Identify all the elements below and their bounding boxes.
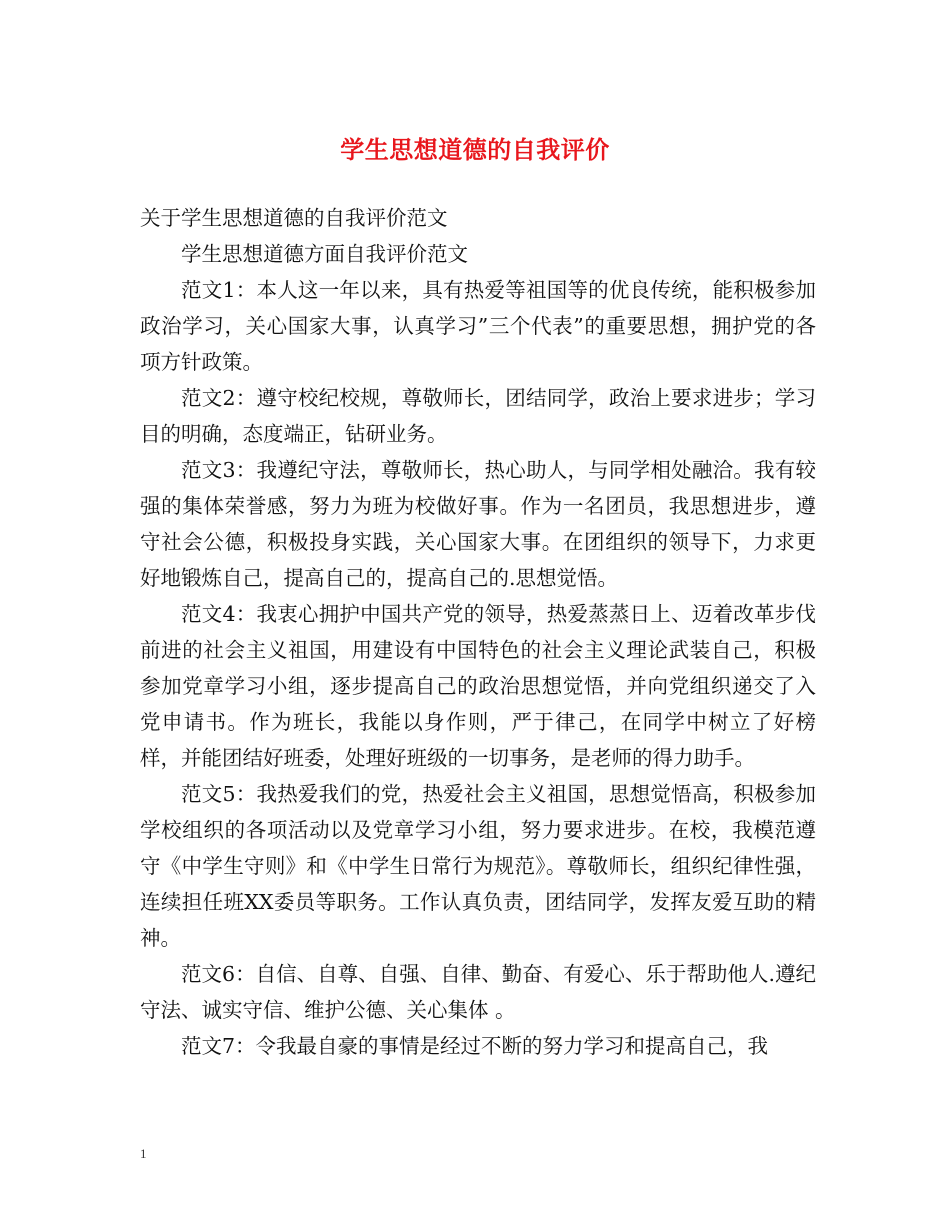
paragraph: 范文5：我热爱我们的党，热爱社会主义祖国，思想觉悟高，积极参加学校组织的各项活动以及党章学习小组，努力要求进步。在校，我模范遵守《中学生守则》和《中学生日常行为规范》。尊敬师长，组织纪律性强，连续担任班XX委员等职务。工作认真负责，团结同学，发挥友爱互助的精神。 [140,782,816,950]
paragraph: 范文7：令我最自豪的事情是经过不断的努力学习和提高自己，我 [181,1034,769,1058]
document-body [140,200,816,1064]
paragraph: 范文3：我遵纪守法，尊敬师长，热心助人，与同学相处融洽。我有较强的集体荣誉感，努力为班为校做好事。作为一名团员，我思想进步，遵守社会公德，积极投身实践，关心国家大事。在团组织的领导下，力求更好地锻炼自己，提高自己的，提高自己的.思想觉悟。 [140,458,816,590]
paragraph: 学生思想道德方面自我评价范文 [181,242,468,266]
page-number: 1 [140,1146,147,1161]
paragraph: 范文2：遵守校纪校规，尊敬师长，团结同学，政治上要求进步；学习目的明确，态度端正，钻研业务。 [140,386,816,446]
paragraph: 关于学生思想道德的自我评价范文 [140,206,448,230]
page-title: 学生思想道德的自我评价 [340,136,610,164]
paragraph: 范文6：自信、自尊、自强、自律、勤奋、有爱心、乐于帮助他人.遵纪守法、诚实守信、维护公德、关心集体 。 [140,962,816,1022]
paragraph: 范文4：我衷心拥护中国共产党的领导，热爱蒸蒸日上、迈着改革步伐前进的社会主义祖国，用建设有中国特色的社会主义理论武装自己，积极参加党章学习小组，逐步提高自己的政治思想觉悟，并向党组织递交了入党申请书。作为班长，我能以身作则，严于律己，在同学中树立了好榜样，并能团结好班委，处理好班级的一切事务，是老师的得力助手。 [140,602,816,770]
paragraph: 范文1：本人这一年以来，具有热爱等祖国等的优良传统，能积极参加政治学习，关心国家大事，认真学习”三个代表”的重要思想，拥护党的各项方针政策。 [140,278,816,374]
